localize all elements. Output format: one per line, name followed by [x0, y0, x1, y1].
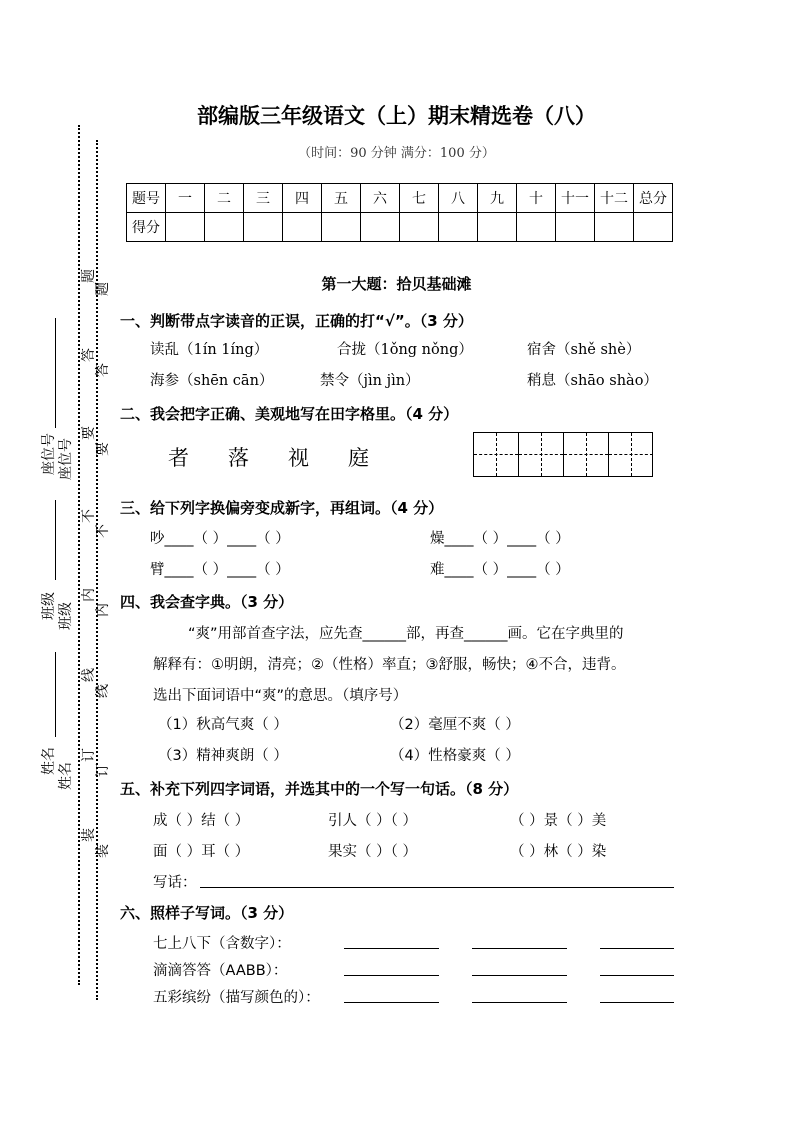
seal-char: 要: [95, 442, 111, 456]
score-table-header-row: [127, 184, 673, 213]
score-input-cell[interactable]: [517, 213, 556, 242]
page-title: 部编版三年级语文（上）期末精选卷（八）: [197, 103, 596, 128]
section-heading: 第一大题：拾贝基础滩: [321, 275, 472, 293]
score-input-cell[interactable]: [634, 213, 673, 242]
seal-char: 要: [81, 426, 97, 440]
seal-char: 装: [81, 828, 97, 842]
score-input-cell[interactable]: [166, 213, 205, 242]
score-input-cell[interactable]: [361, 213, 400, 242]
q3-item[interactable]: 燥____（ ）____（ ）: [430, 531, 570, 547]
q5-write-label: 写话：: [153, 875, 197, 891]
score-input-cell[interactable]: [205, 213, 244, 242]
q4-text-line: “爽”用部首查字法，应先查______部，再查______画。它在字典里的: [188, 626, 624, 642]
score-cell: 七: [400, 184, 439, 213]
score-cell: 十二: [595, 184, 634, 213]
q1-item: 海参（shēn cān）: [150, 373, 274, 389]
seal-char: 装: [95, 844, 111, 858]
score-cell: 总分: [634, 184, 673, 213]
q1-item: 合拢（1ǒng nǒng）: [337, 342, 473, 358]
seal-char: 内: [95, 603, 111, 617]
q5-item[interactable]: 引人（ ）（ ）: [328, 813, 417, 829]
score-cell: 五: [322, 184, 361, 213]
score-cell: 二: [205, 184, 244, 213]
q6-answer-line[interactable]: [600, 975, 674, 976]
q3-item[interactable]: 吵____（ ）____（ ）: [150, 531, 290, 547]
score-input-cell[interactable]: [400, 213, 439, 242]
tianzige-grid[interactable]: [473, 432, 653, 477]
q1-item: 宿舍（shě shè）: [527, 342, 641, 358]
score-cell: 一: [166, 184, 205, 213]
page-subtitle: （时间：90 分钟 满分：100 分）: [298, 146, 495, 161]
score-input-cell[interactable]: [283, 213, 322, 242]
q5-write-line[interactable]: [200, 887, 674, 888]
q3-item[interactable]: 臂____（ ）____（ ）: [150, 562, 290, 578]
score-input-cell[interactable]: [244, 213, 283, 242]
q1-item: 禁令（jìn jìn）: [320, 373, 420, 389]
seal-char: 内: [81, 588, 97, 602]
q5-item[interactable]: （ ）景（ ）美: [510, 813, 607, 829]
q1-item: 稍息（shāo shào）: [527, 373, 658, 389]
seal-char: 题: [81, 269, 97, 283]
q6-answer-line[interactable]: [600, 948, 674, 949]
q2-char: 视: [288, 446, 309, 470]
score-cell: 四: [283, 184, 322, 213]
question-3-title: 三、给下列字换偏旁变成新字，再组词。（4 分）: [120, 499, 444, 517]
seal-char: 订: [81, 748, 97, 762]
tianzige-cell[interactable]: [474, 433, 519, 476]
q6-answer-line[interactable]: [344, 1002, 439, 1003]
score-input-cell[interactable]: [556, 213, 595, 242]
seal-char: 线: [95, 684, 111, 698]
seat-number-label: 座位号: [41, 433, 57, 475]
tianzige-cell[interactable]: [563, 433, 608, 476]
q3-item[interactable]: 难____（ ）____（ ）: [430, 562, 570, 578]
seal-char: 不: [81, 509, 97, 523]
name-field[interactable]: [55, 652, 56, 737]
seal-char: 不: [95, 524, 111, 538]
score-input-cell[interactable]: [439, 213, 478, 242]
question-1-title: 一、判断带点字读音的正误，正确的打“√”。（3 分）: [120, 312, 473, 330]
q2-char: 庭: [348, 446, 369, 470]
score-input-cell[interactable]: [322, 213, 361, 242]
q6-item-label: 七上八下（含数字）：: [153, 936, 291, 952]
q6-answer-line[interactable]: [472, 948, 567, 949]
score-table-score-row: [127, 213, 673, 242]
score-cell: 十: [517, 184, 556, 213]
q5-item[interactable]: （ ）林（ ）染: [510, 844, 607, 860]
score-cell: 三: [244, 184, 283, 213]
score-cell: 题号: [127, 184, 166, 213]
score-cell: 九: [478, 184, 517, 213]
q4-option[interactable]: （3）精神爽朗（ ）: [158, 748, 288, 764]
q6-answer-line[interactable]: [344, 975, 439, 976]
seal-char: 答: [95, 363, 111, 377]
score-input-cell[interactable]: [478, 213, 517, 242]
q6-item-label: 五彩缤纷（描写颜色的）：: [153, 990, 320, 1006]
q4-option[interactable]: （1）秋高气爽（ ）: [158, 717, 288, 733]
score-label: 得分: [127, 213, 166, 242]
q4-text-line: 选出下面词语中“爽”的意思。（填序号）: [153, 688, 408, 704]
score-table: [126, 183, 673, 242]
seal-char: 订: [95, 763, 111, 777]
tianzige-cell[interactable]: [608, 433, 653, 476]
score-input-cell[interactable]: [595, 213, 634, 242]
seat-number-field[interactable]: [55, 318, 56, 428]
question-4-title: 四、我会查字典。（3 分）: [120, 593, 294, 611]
q6-item-label: 滴滴答答（AABB）：: [153, 963, 288, 979]
seal-char: 答: [81, 348, 97, 362]
binding-dotted-line: [78, 125, 80, 985]
seal-char: 题: [95, 282, 111, 296]
question-2-title: 二、我会把字正确、美观地写在田字格里。（4 分）: [120, 405, 459, 423]
q2-char: 者: [168, 446, 189, 470]
q4-option[interactable]: （2）毫厘不爽（ ）: [390, 717, 520, 733]
score-cell: 十一: [556, 184, 595, 213]
seal-char: 线: [81, 668, 97, 682]
name-label: 姓名: [58, 762, 74, 790]
q4-text-line: 解释有：①明朗，清亮；②（性格）率直；③舒服，畅快；④不合，违背。: [153, 657, 626, 673]
q1-item: 读乱（1ín 1íng）: [150, 342, 269, 358]
q2-char: 落: [228, 446, 249, 470]
class-label: 班级: [41, 592, 57, 620]
question-5-title: 五、补充下列四字词语，并选其中的一个写一句话。（8 分）: [120, 780, 519, 798]
q6-answer-line[interactable]: [344, 948, 439, 949]
score-cell: 六: [361, 184, 400, 213]
q5-item[interactable]: 面（ ）耳（ ）: [153, 844, 250, 860]
class-label: 班级: [58, 602, 74, 630]
q6-answer-line[interactable]: [600, 1002, 674, 1003]
q6-answer-line[interactable]: [472, 975, 567, 976]
q5-item[interactable]: 果实（ ）（ ）: [328, 844, 417, 860]
name-label: 姓名: [41, 747, 57, 775]
class-field[interactable]: [55, 500, 56, 580]
question-6-title: 六、照样子写词。（3 分）: [120, 904, 294, 922]
seat-number-label: 座位号: [58, 438, 74, 480]
q5-item[interactable]: 成（ ）结（ ）: [153, 813, 250, 829]
q6-answer-line[interactable]: [472, 1002, 567, 1003]
tianzige-cell[interactable]: [518, 433, 563, 476]
q4-option[interactable]: （4）性格豪爽（ ）: [390, 748, 520, 764]
score-cell: 八: [439, 184, 478, 213]
